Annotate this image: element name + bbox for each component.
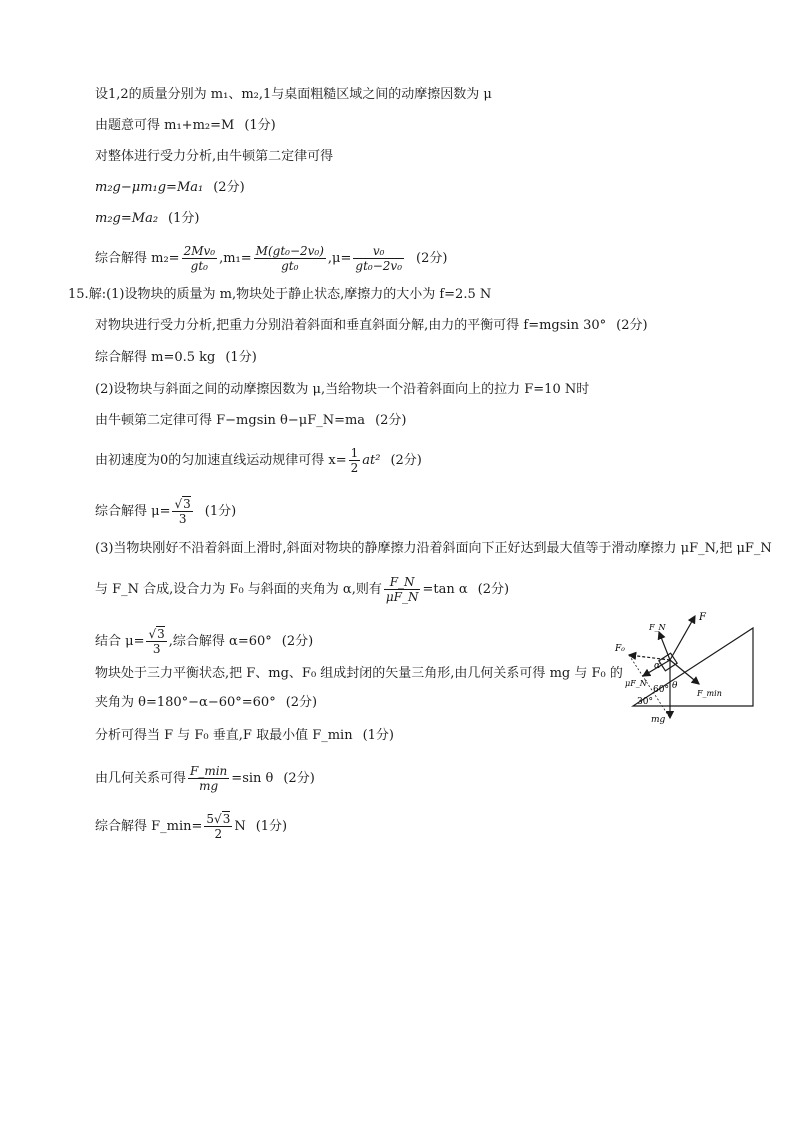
p15-line6: 由初速度为0的匀加速直线运动规律可得 x= $\frac{1}{2}$ at² (2分) [95,446,422,475]
p14-line4: m₂g−μm₁g=Ma₁ (2分) [95,180,245,195]
label-mg: mg [651,715,666,725]
label-FN: F_N [649,623,666,632]
frac-mu: $\frac{\text{v₀}}{\text{gt₀−2v₀}}$ [355,244,402,273]
label-alpha: α [654,661,661,671]
label-60: 60° [653,685,669,695]
force-diagram [613,610,773,725]
label-muFN: μF_N [625,679,647,688]
label-F: F [699,612,706,623]
question-number: 15. [68,287,89,302]
p15-line13: 分析可得当 F 与 F₀ 垂直,F 取最小值 F_min (1分) [95,728,394,743]
p14-line3: 对整体进行受力分析,由牛顿第二定律可得 [95,149,334,164]
frac-sqrt3-3b: $\frac{√3}{3}$ [148,627,165,656]
force-F-arrow [670,616,695,660]
label-30: 30° [637,697,653,707]
p15-line2: 对物块进行受力分析,把重力分别沿着斜面和垂直斜面分解,由力的平衡可得 f=mgsin 30° (2分) [95,318,648,333]
frac-half: $\frac{1}{2}$ [350,446,359,475]
p15-line9: 与 F_N 合成,设合力为 F₀ 与斜面的夹角为 α,则有 $\frac{F\_N}{\mu F\_N}$ =tan α (2分) [95,575,510,604]
frac-fn: $\frac{F\_N}{\mu F\_N}$ [385,575,419,604]
frac-m2: $\frac{\text{2Mv₀}}{\text{gt₀}}$ [183,244,216,273]
p15-line14: 由几何关系可得 $\frac{F\_\min}{mg}$ =sin θ (2分) [95,764,315,793]
frac-sqrt3-3: $\frac{√3}{3}$ [174,497,191,526]
p14-line5: m₂g=Ma₂ (1分) [95,211,200,226]
frac-5sqrt3-2: $\frac{5√3}{2}$ [206,812,231,841]
p15-line4: (2)设物块与斜面之间的动摩擦因数为 μ,当给物块一个沿着斜面向上的拉力 F=10 N时 [95,382,590,397]
p15-line8: (3)当物块刚好不沿着斜面上滑时,斜面对物块的静摩擦力沿着斜面向下正好达到最大值等于滑动摩擦力 μF_N,把 μF_N [95,541,772,556]
label-F0: F₀ [615,644,625,654]
frac-fmin: $\frac{F\_\min}{mg}$ [190,764,228,793]
p15-line3: 综合解得 m=0.5 kg (1分) [95,350,257,365]
p15-line11: 物块处于三力平衡状态,把 F、mg、F₀ 组成封闭的矢量三角形,由几何关系可得 mg 与 F₀ 的 [95,666,623,681]
p14-line2: 由题意可得 m₁+m₂=M (1分) [95,118,276,133]
label-theta: θ [672,681,678,691]
incline [633,628,753,706]
p15-line12: 夹角为 θ=180°−α−60°=60° (2分) [95,695,318,710]
label-Fmin: F_min [697,689,722,698]
p14-line6: 综合解得 m₂= $\frac{\text{2Mv₀}}{\text{gt₀}}$ ,m₁= $\frac{\text{M(gt₀−2v₀)}}{\text{gt₀}}$ ,μ= $\frac{\text{v₀}}{\text{gt₀−2v₀}}$ (2分) [95,244,448,273]
force-FN-arrow [659,632,670,660]
p15-line7: 综合解得 μ= $\frac{√3}{3}$ (1分) [95,497,237,526]
p15-line15: 综合解得 F_min= $\frac{5√3}{2}$ N (1分) [95,812,288,841]
p14-line1: 设1,2的质量分别为 m₁、m₂,1与桌面粗糙区域之间的动摩擦因数为 μ [95,87,492,102]
p15-line10: 结合 μ= $\frac{√3}{3}$ ,综合解得 α=60° (2分) [95,627,314,656]
p15-line1: 15.解:(1)设物块的质量为 m,物块处于静止状态,摩擦力的大小为 f=2.5 N [68,287,492,302]
p15-line5: 由牛顿第二定律可得 F−mgsin θ−μF_N=ma (2分) [95,413,407,428]
frac-m1: $\frac{\text{M(gt₀−2v₀)}}{\text{gt₀}}$ [255,244,324,273]
